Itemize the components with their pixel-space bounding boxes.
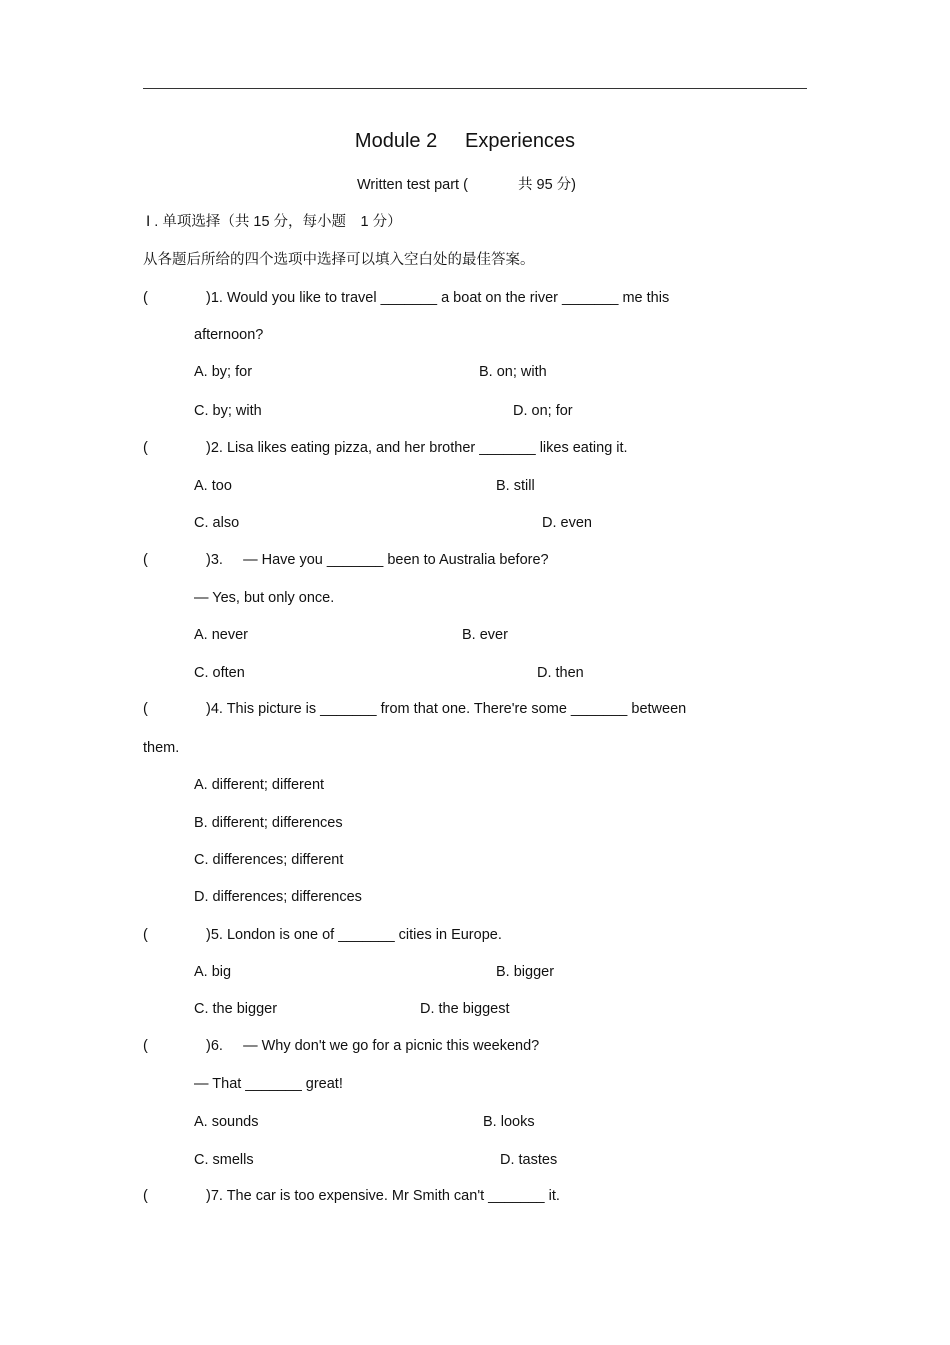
answer-paren: ( bbox=[143, 701, 148, 717]
option-b: B. looks bbox=[483, 1114, 535, 1130]
option-b: B. on; with bbox=[479, 364, 547, 380]
option-c: C. often bbox=[194, 665, 245, 681]
option-a: A. different; different bbox=[194, 777, 325, 793]
subtitle-left: Written test part ( bbox=[357, 177, 468, 193]
question-stem-continued: them. bbox=[143, 740, 180, 756]
question-stem: )3. — Have you _______ been to Australia before? bbox=[206, 552, 549, 568]
question-stem: )6. — Why don't we go for a picnic this weekend? bbox=[206, 1038, 540, 1054]
option-d: D. on; for bbox=[513, 403, 573, 419]
question-stem: )7. The car is too expensive. Mr Smith can't _______ it. bbox=[206, 1188, 560, 1204]
answer-paren: ( bbox=[143, 1188, 148, 1204]
option-c: C. differences; different bbox=[194, 852, 344, 868]
dialogue-reply: — Yes, but only once. bbox=[194, 590, 335, 606]
option-b: B. ever bbox=[462, 627, 508, 643]
subtitle-right: 共 95 分) bbox=[518, 177, 577, 193]
question-stem-continued: afternoon? bbox=[194, 327, 264, 343]
option-d: D. even bbox=[542, 515, 592, 531]
option-a: A. never bbox=[194, 627, 248, 643]
section-instruction: 从各题后所给的四个选项中选择可以填入空白处的最佳答案。 bbox=[143, 252, 535, 268]
option-d: D. differences; differences bbox=[194, 889, 362, 905]
option-d: D. tastes bbox=[500, 1152, 558, 1168]
option-a: A. by; for bbox=[194, 364, 253, 380]
option-b: B. bigger bbox=[496, 964, 555, 980]
answer-paren: ( bbox=[143, 440, 148, 456]
option-c: C. by; with bbox=[194, 403, 262, 419]
page-title bbox=[0, 130, 930, 153]
option-d: D. the biggest bbox=[420, 1001, 510, 1017]
section-heading: Ⅰ . 单项选择（共 15 分，每小题 1 分） bbox=[146, 214, 402, 230]
option-b: B. still bbox=[496, 478, 535, 494]
option-b: B. different; differences bbox=[194, 815, 343, 831]
question-stem: )5. London is one of _______ cities in Europe. bbox=[206, 927, 502, 943]
answer-paren: ( bbox=[143, 552, 148, 568]
answer-paren: ( bbox=[143, 927, 148, 943]
option-c: C. also bbox=[194, 515, 240, 531]
question-stem: )1. Would you like to travel _______ a boat on the river _______ me this bbox=[206, 290, 670, 306]
option-a: A. sounds bbox=[194, 1114, 259, 1130]
option-c: C. the bigger bbox=[194, 1001, 278, 1017]
answer-paren: ( bbox=[143, 1038, 148, 1054]
option-d: D. then bbox=[537, 665, 584, 681]
option-c: C. smells bbox=[194, 1152, 254, 1168]
option-a: A. big bbox=[194, 964, 232, 980]
title-module: Module 2 bbox=[354, 130, 438, 152]
question-stem: )4. This picture is _______ from that one. There're some _______ between bbox=[206, 701, 687, 717]
dialogue-reply: — That _______ great! bbox=[194, 1076, 343, 1092]
title-name: Experiences bbox=[465, 130, 576, 152]
header-rule bbox=[143, 88, 807, 89]
question-stem: )2. Lisa likes eating pizza, and her brother _______ likes eating it. bbox=[206, 440, 628, 456]
answer-paren: ( bbox=[143, 290, 148, 306]
option-a: A. too bbox=[194, 478, 232, 494]
